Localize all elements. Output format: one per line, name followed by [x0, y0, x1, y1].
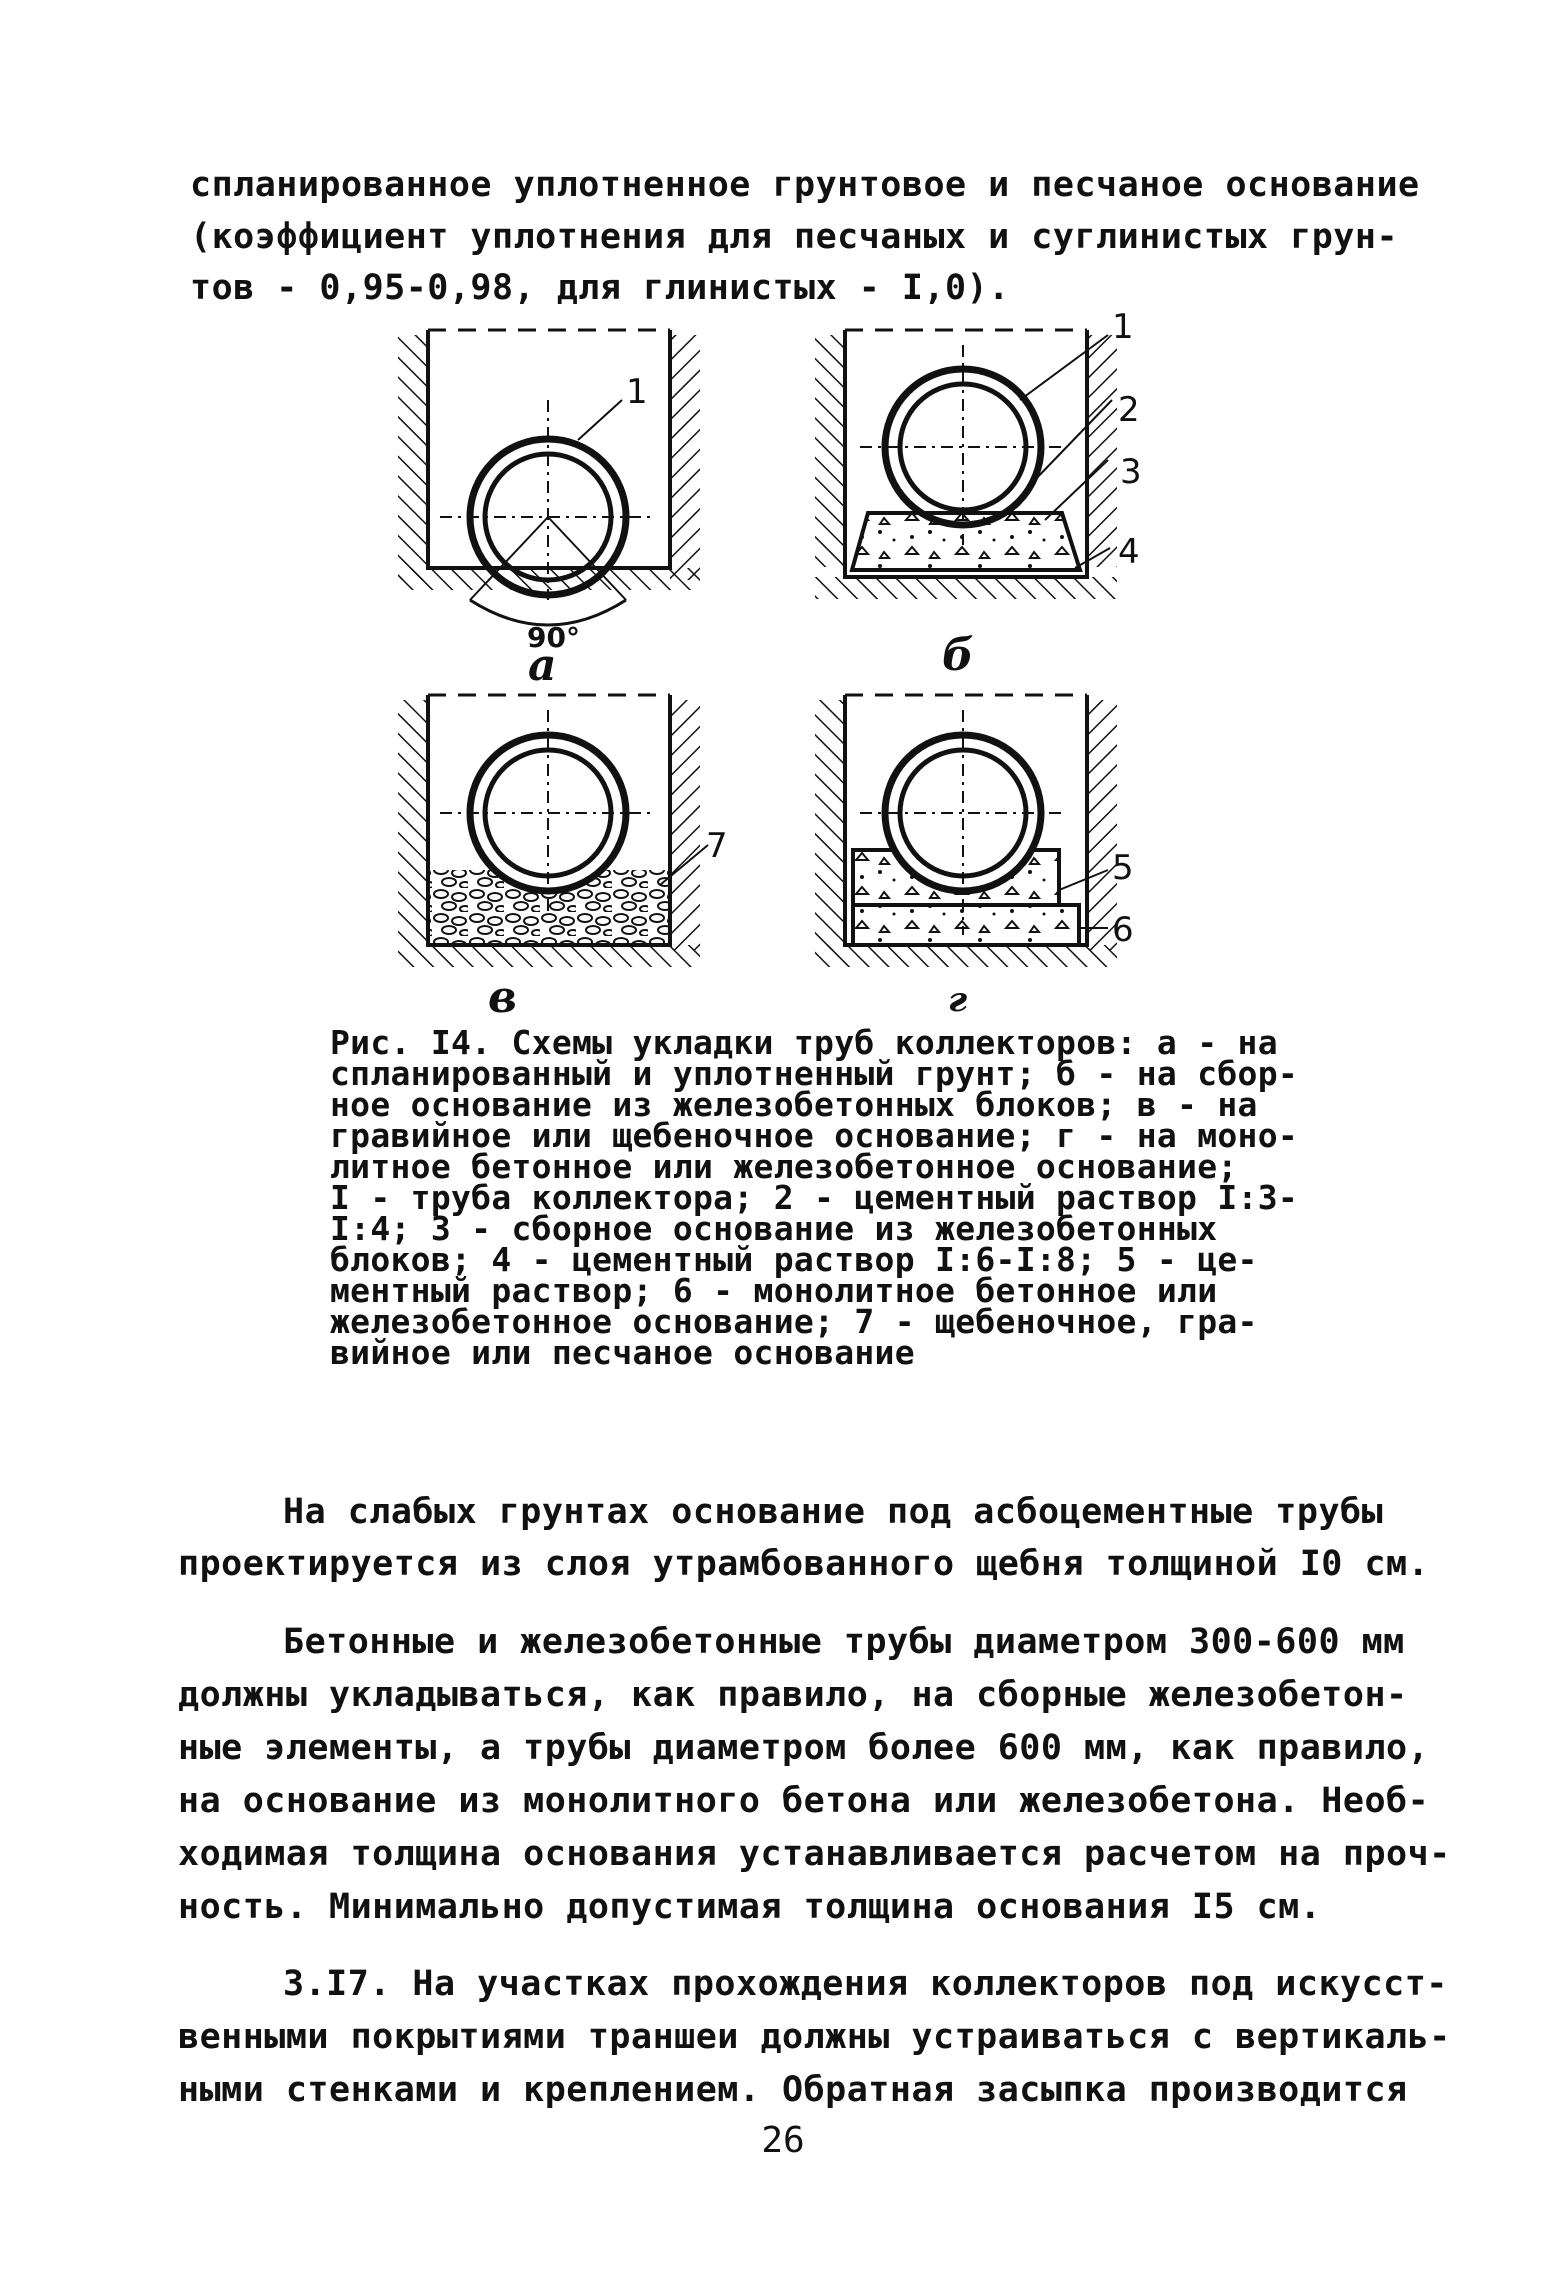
paragraph-line: Бетонные и железобетонные трубы диаметром 300-600 мм [283, 1622, 1405, 1662]
scheme-b [815, 330, 1117, 599]
callout-b-4: 4 [1118, 532, 1140, 572]
bottom-hatch [398, 945, 700, 967]
angle-label: 90° [527, 621, 580, 654]
caption-line: ментный раствор; 6 - монолитное бетонное или [330, 1271, 1218, 1310]
caption-line: вийное или песчаное основание [330, 1333, 915, 1372]
page-number: 26 [761, 2120, 805, 2161]
callout-b-3: 3 [1120, 452, 1142, 492]
caption-line: железобетонное основание; 7 - щебеночное, гра- [330, 1302, 1258, 1341]
right-wall-hatch [670, 335, 700, 580]
scheme-label-b: б [942, 630, 974, 681]
intro-line: спланированное уплотненное грунтовое и песчаное основание [190, 165, 1420, 205]
left-wall-hatch [815, 700, 845, 950]
paragraph-line: ными стенками и креплением. Обратная засыпка производится [178, 2070, 1408, 2110]
paragraph-line: проектируется из слоя утрамбованного щебня толщиной I0 см. [178, 1544, 1430, 1584]
paragraph-line: ные элементы, а трубы диаметром более 600 мм, как правило, [178, 1728, 1430, 1768]
paragraph-line: 3.I7. На участках прохождения коллекторов под искусст- [283, 1964, 1448, 2004]
figure-schemes [0, 0, 1566, 1010]
caption-line: I - труба коллектора; 2 - цементный раствор I:3- [330, 1178, 1299, 1217]
trench-outline [428, 330, 670, 568]
caption-line: спланированный и уплотненный грунт; б - на сбор- [330, 1054, 1299, 1093]
callout-v-7: 7 [706, 826, 728, 866]
caption-line: блоков; 4 - цементный раствор I:6-I:8; 5 - це- [330, 1240, 1258, 1279]
caption-line: гравийное или щебеночное основание; г - на моно- [330, 1116, 1299, 1155]
paragraph-line: должны укладываться, как правило, на сборные железобетон- [178, 1675, 1408, 1715]
intro-line: тов - 0,95-0,98, для глинистых - I,0). [190, 268, 1010, 308]
pipe-outer [885, 735, 1041, 891]
paragraph-line: на основание из монолитного бетона или железобетона. Необ- [178, 1781, 1430, 1821]
callout-b-1: 1 [1112, 307, 1134, 347]
paragraph-line: ность. Минимально допустимая толщина основания I5 см. [178, 1887, 1322, 1927]
bottom-hatch [815, 577, 1117, 599]
left-wall-hatch [398, 700, 428, 950]
paragraph-line: ходимая толщина основания устанавливается расчетом на проч- [178, 1834, 1451, 1874]
right-wall-hatch [670, 700, 700, 950]
caption-line: I:4; 3 - сборное основание из железобетонных [330, 1209, 1218, 1248]
scheme-v [398, 695, 708, 967]
callout-g-6: 6 [1112, 910, 1134, 950]
paragraph-line: На слабых грунтах основание под асбоцементные трубы [283, 1492, 1384, 1532]
bottom-hatch [815, 945, 1117, 967]
caption-line: ное основание из железобетонных блоков; в - на [330, 1085, 1258, 1124]
scheme-a [398, 330, 700, 654]
callout-g-5: 5 [1112, 848, 1134, 888]
scheme-label-g: г [948, 980, 968, 1020]
left-wall-hatch [398, 335, 428, 580]
callout-a-1: 1 [626, 372, 648, 412]
paragraph-line: венными покрытиями траншеи должны устраиваться с вертикаль- [178, 2017, 1451, 2057]
caption-line: Рис. I4. Схемы укладки труб коллекторов: а - на [330, 1023, 1278, 1062]
scheme-label-v: в [488, 972, 517, 1023]
scheme-label-a: а [528, 640, 557, 691]
monolithic-base [853, 905, 1079, 945]
scheme-g [815, 695, 1117, 967]
right-wall-hatch [1087, 335, 1117, 567]
caption-line: литное бетонное или железобетонное основание; [330, 1147, 1238, 1186]
callout-b-2: 2 [1118, 390, 1140, 430]
left-wall-hatch [815, 335, 845, 567]
leader-1 [578, 400, 622, 440]
intro-line: (коэффициент уплотнения для песчаных и суглинистых грун- [190, 217, 1399, 257]
